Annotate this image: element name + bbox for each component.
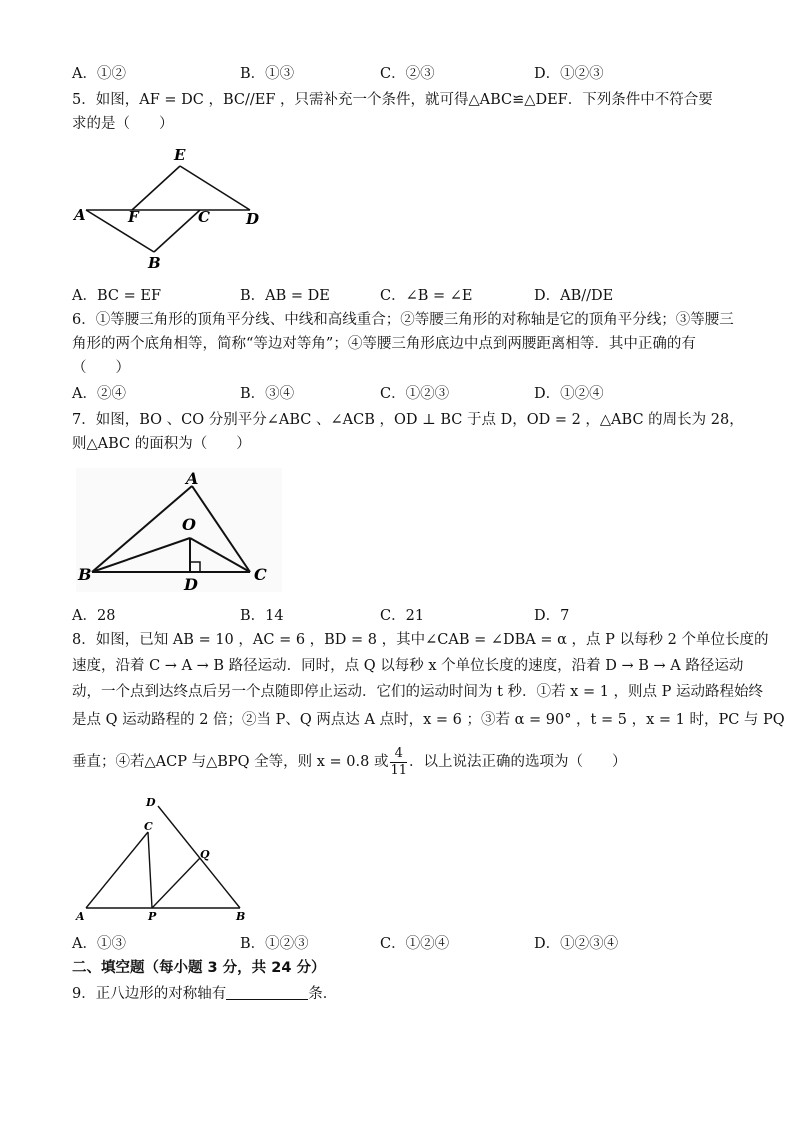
q6-stem-line2: 角形的两个底角相等，简称“等边对等角”；④等腰三角形底边中点到两腰距离相等．其中正确的有: [72, 336, 696, 352]
q6-option-d[interactable]: D．①②④: [534, 386, 604, 402]
q5-label-a: A: [74, 206, 86, 224]
q7-option-d[interactable]: D．7: [534, 608, 570, 624]
q5-option-a[interactable]: A．BC = EF: [72, 288, 162, 304]
q8-fraction-denominator: 11: [390, 762, 408, 778]
q5-label-d: D: [246, 210, 260, 228]
q8-label-p: P: [148, 910, 157, 923]
q8-label-c: C: [144, 820, 153, 833]
q7-option-a[interactable]: A．28: [72, 608, 116, 624]
q4-option-d[interactable]: D．①②③: [534, 66, 604, 82]
q8-fraction-numerator: 4: [390, 746, 407, 763]
q7-stem-line1: 7．如图，BO 、CO 分别平分∠ABC 、∠ACB ，OD ⊥ BC 于点 D，OD = 2 ，△ABC 的周长为 28，: [72, 412, 744, 428]
section-2-title: 二、填空题（每小题 3 分，共 24 分）: [72, 960, 326, 976]
q8-option-d[interactable]: D．①②③④: [534, 936, 619, 952]
q7-label-o: O: [182, 515, 196, 534]
q7-option-c[interactable]: C．21: [380, 608, 425, 624]
q8-option-b[interactable]: B．①②③: [240, 936, 309, 952]
q8-stem-line3: 动，一个点到达终点后另一个点随即停止运动．它们的运动时间为 t 秒．①若 x = 1 ，则点 P 运动路程始终: [72, 684, 764, 700]
q8-stem-line5-a: 垂直；④若△ACP 与△BPQ 全等，则 x = 0.8 或: [72, 754, 389, 770]
q7-label-d: D: [184, 575, 198, 594]
q4-option-c[interactable]: C．②③: [380, 66, 435, 82]
q9-stem-before: 9．正八边形的对称轴有: [72, 986, 227, 1002]
q4-options: [72, 62, 732, 82]
q5-stem-line1: 5．如图，AF = DC ，BC//EF ，只需补充一个条件，就可得△ABC≌△DEF．下列条件中不符合要: [72, 92, 713, 108]
q5-label-f: F: [128, 208, 139, 226]
q8-fraction: [390, 746, 407, 779]
q7-label-a: A: [186, 469, 199, 488]
q7-figure: [72, 462, 286, 596]
q7-options: [72, 604, 732, 624]
q8-option-c[interactable]: C．①②④: [380, 936, 450, 952]
q8-label-q: Q: [200, 848, 210, 861]
q5-label-e: E: [174, 146, 186, 164]
q5-label-c: C: [198, 208, 210, 226]
q6-stem-line3: （ ）: [72, 360, 130, 376]
q5-options: [72, 284, 732, 304]
q4-option-b[interactable]: B．①③: [240, 66, 295, 82]
q8-label-b: B: [236, 910, 246, 923]
q6-stem-line1: 6．①等腰三角形的顶角平分线、中线和高线重合；②等腰三角形的对称轴是它的顶角平分线；③等腰三: [72, 312, 734, 328]
q7-stem-line2: 则△ABC 的面积为（ ）: [72, 436, 251, 452]
q8-stem-line1: 8．如图，已知 AB = 10 ，AC = 6 ，BD = 8 ，其中∠CAB = ∠DBA = α ，点 P 以每秒 2 个单位长度的: [72, 632, 769, 648]
q6-option-a[interactable]: A．②④: [72, 386, 126, 402]
q5-stem-line2: 求的是（ ）: [72, 116, 174, 132]
q7-option-b[interactable]: B．14: [240, 608, 284, 624]
q6-options: [72, 382, 732, 402]
q8-label-d: D: [146, 796, 156, 809]
q9-stem-after: 条．: [308, 986, 338, 1002]
q4-option-a[interactable]: A．①②: [72, 66, 126, 82]
q5-label-b: B: [148, 254, 161, 270]
q6-option-c[interactable]: C．①②③: [380, 386, 450, 402]
q5-option-c[interactable]: C．∠B = ∠E: [380, 288, 473, 304]
q8-stem-line4: 是点 Q 运动路程的 2 倍；②当 P、Q 两点达 A 点时，x = 6 ；③若 α = 90° ，t = 5 ，x = 1 时，PC 与 PQ: [72, 712, 785, 728]
q9-answer-blank[interactable]: [226, 985, 308, 1000]
q5-option-b[interactable]: B．AB = DE: [240, 288, 330, 304]
q8-options: [72, 932, 732, 952]
q8-stem-line2: 速度，沿着 C → A → B 路径运动．同时，点 Q 以每秒 x 个单位长度的速度，沿着 D → B → A 路径运动: [72, 658, 744, 674]
q8-option-a[interactable]: A．①③: [72, 936, 126, 952]
q5-figure: [70, 140, 270, 270]
q8-figure: [72, 792, 256, 924]
q9-stem: [72, 984, 732, 1004]
q7-label-b: B: [78, 565, 92, 584]
q8-stem-line5-b: ．以上说法正确的选项为（ ）: [409, 754, 627, 770]
q8-stem-line5: [72, 744, 732, 780]
q5-option-d[interactable]: D．AB//DE: [534, 288, 614, 304]
q6-option-b[interactable]: B．③④: [240, 386, 295, 402]
q7-label-c: C: [254, 565, 267, 584]
q8-label-a: A: [76, 910, 85, 923]
